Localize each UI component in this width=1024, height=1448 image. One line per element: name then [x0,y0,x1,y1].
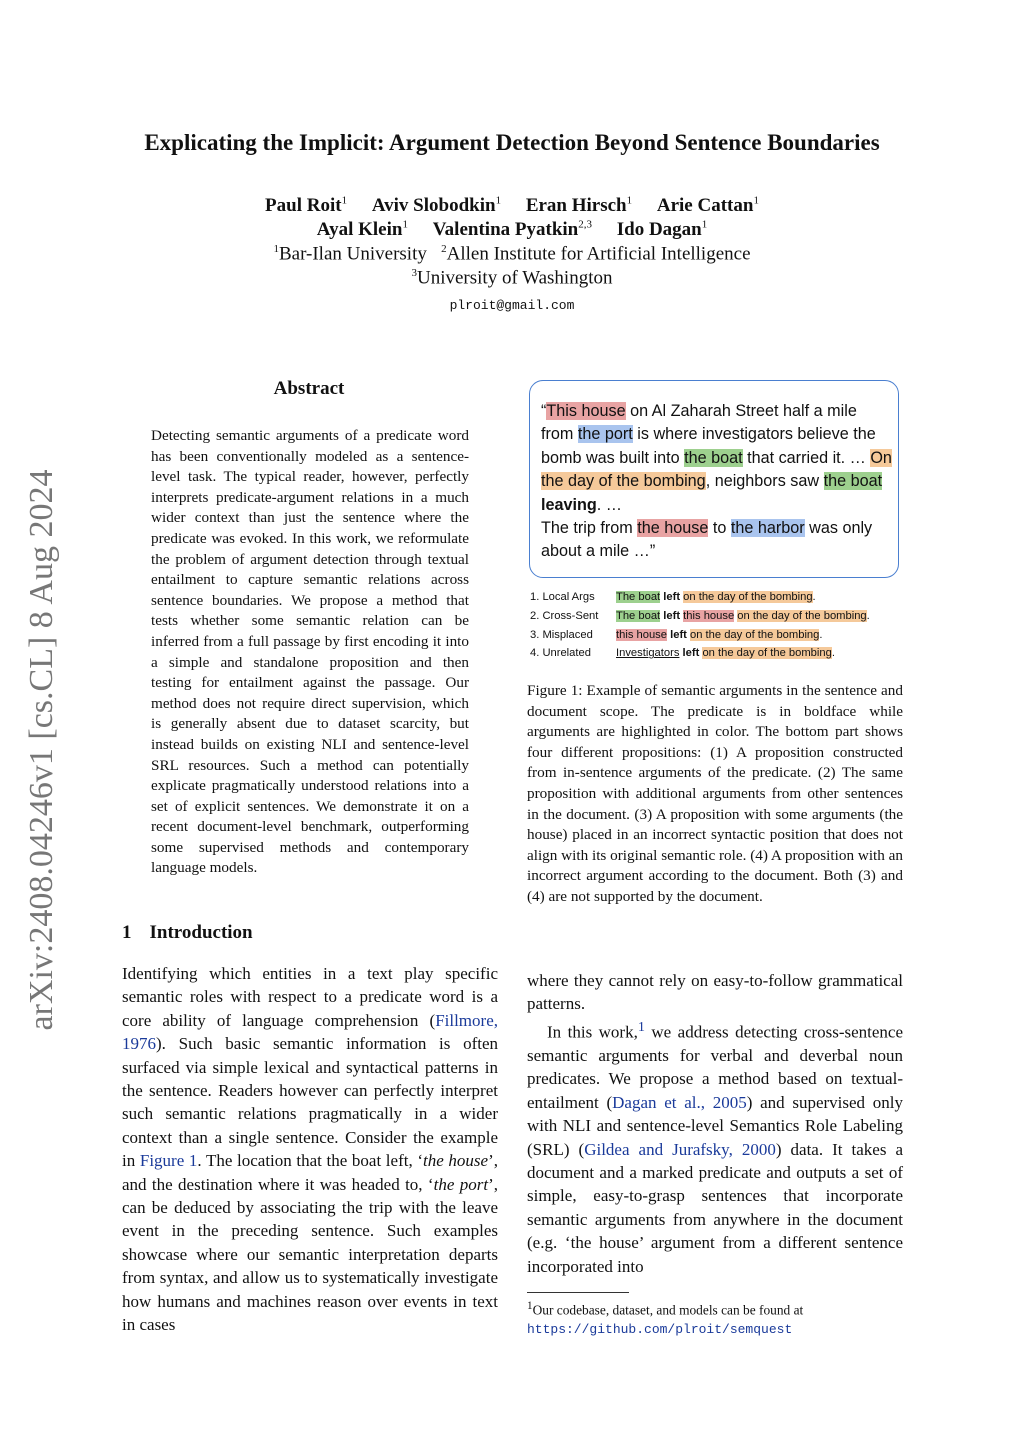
author: Arie Cattan$^1$ [656,195,759,217]
figure-1-caption: Figure 1: Example of semantic arguments in the sentence and document scope. The predicate is in boldface while arguments are highlighted in color. The bottom part shows four different propositions: (1) A proposition constructed from in-sentence arguments of the predicate. (2) The same proposition with additional arguments from other sentences in the document. (3) A proposition with some arguments (the house) placed in an incorrect syntactic position that does not align with its original semantic role. (4) A proposition with an incorrect argument according to the document. Both (3) and (4) are not supported by the document. [527,682,903,905]
citation-gildea[interactable]: Gildea and Jurafsky, 2000 [584,1139,776,1159]
argument-highlight: the house [637,519,709,538]
abstract-heading: Abstract [273,378,345,399]
author-line-2 [0,219,1024,241]
author: Eran Hirsch$^1$ [525,195,633,217]
citation-dagan[interactable]: Dagan et al., 2005 [612,1092,747,1112]
author: Valentina Pyatkin$^{2,3}$ [432,219,592,241]
affiliations-line-2: $^3$University of Washington [411,267,613,289]
section-heading-introduction: 1 Introduction [122,922,253,943]
intro-right-column [527,969,903,1278]
arxiv-stamp: arXiv:2408.04246v1 [cs.CL] 8 Aug 2024 [23,469,60,1031]
author: Paul Roit$^1$ [265,195,348,217]
proposition-row: 2. Cross-Sent The boat left this house on the day of the bombing. [530,610,870,623]
predicate: leaving [541,495,597,514]
intro-paragraph-2: In this work,$^1$ we address detecting cross-sentence semantic arguments for verbal and deverbal noun predicates. We propose a method based on textual-entailment (Dagan et al., 2005) and supervised only with NLI and sentence-level Semantics Role Labeling (SRL) (Gildea and Jurafsky, 2000) data. It takes a document and a marked predicate and outputs a set of simple, easy-to-grasp sentences that incorporate semantic arguments from anywhere in the document (e.g. ‘the house’ argument from a different sentence incorporated into [527,1018,903,1276]
argument-highlight: the boat [684,448,743,467]
author-email[interactable]: plroit@gmail.com [449,298,575,313]
figure-1-propositions [530,588,900,663]
paper-title: Explicating the Implicit: Argument Detection Beyond Sentence Boundaries [144,130,880,155]
affiliations-line-1: $^1$Bar-Ilan University $^2$Allen Institute for Artificial Intelligence [273,243,751,265]
argument-highlight: On the day of the bombing [541,448,892,491]
proposition-row: 1. Local Args The boat left on the day of the bombing. [530,591,816,604]
figure-1-passage: “This house on Al Zaharah Street half a mile from the port is where investigators believe the bomb was built into the boat that carried it. … On the day of the bombing, neighbors saw the boat leaving. … The trip from the house to the harbor was only about a mile …” [541,402,892,561]
abstract-body: Detecting semantic arguments of a predicate word has been conventionally modeled as a sentence-level task. The typical reader, however, perfectly interprets predicate-argument relations in a much wider context than just the sentence where the predicate was evoked. In this work, we reformulate the problem of argument detection through textual entailment to capture semantic relations across sentence boundaries. We propose a method that tests whether some semantic relation can be inferred from a full passage by first encoding it into a simple and standalone proposition and then testing for entailment against the passage. Our method does not require direct supervision, which is generally absent due to dataset scarcity, but instead builds on existing NLI and sentence-level SRL resources. Such a method can potentially explicate pragmatically understood relations into a set of explicit sentences. We demonstrate it on a recent document-level benchmark, outperforming some supervised methods and contemporary language models. [151,427,469,877]
argument-highlight: the port [577,425,633,444]
figure-1-reference[interactable]: Figure 1 [139,1151,198,1171]
footnote-rule [527,1292,629,1293]
footnote-1-link[interactable]: 1 [637,1018,645,1035]
author: Ayal Klein$^1$ [316,219,408,241]
argument-highlight: the harbor [730,519,805,538]
footnote-1: $^1$Our codebase, dataset, and models can be found at https://github.com/plroit/semquest [527,1300,804,1338]
author: Aviv Slobodkin$^1$ [371,195,502,217]
argument-highlight: the boat [823,472,883,491]
intro-paragraph-1-continued: where they cannot rely on easy-to-follow grammatical patterns. [527,971,903,1014]
citation-fillmore[interactable]: Fillmore, 1976 [122,1010,498,1054]
author: Ido Dagan$^1$ [616,219,708,241]
proposition-row: 3. Misplaced this house left on the day of the bombing. [530,628,823,641]
argument-highlight: This house [546,402,626,420]
repository-link[interactable]: https://github.com/plroit/semquest [527,1322,793,1338]
intro-paragraph-1: Identifying which entities in a text play specific semantic roles with respect to a predicate word is a core ability of language comprehension (Fillmore, 1976). Such basic semantic information is often surfaced via simple lexical and syntactical patterns in the sentence. Readers however can perfectly interpret such semantic relations pragmatically in a wider context than a single sentence. Consider the example in Figure 1. The location that the boat left, ‘the house’, and the destination where it was headed to, ‘the port’, can be deduced by associating the trip with the leave event in the preceding sentence. Such examples showcase where our semantic interpretation departs from syntax, and allow us to systematically investigate how humans and machines reason over events in text in cases [122,964,498,1335]
proposition-row: 4. Unrelated Investigators left on the day of the bombing. [530,647,835,660]
author-line-1 [0,195,1024,217]
